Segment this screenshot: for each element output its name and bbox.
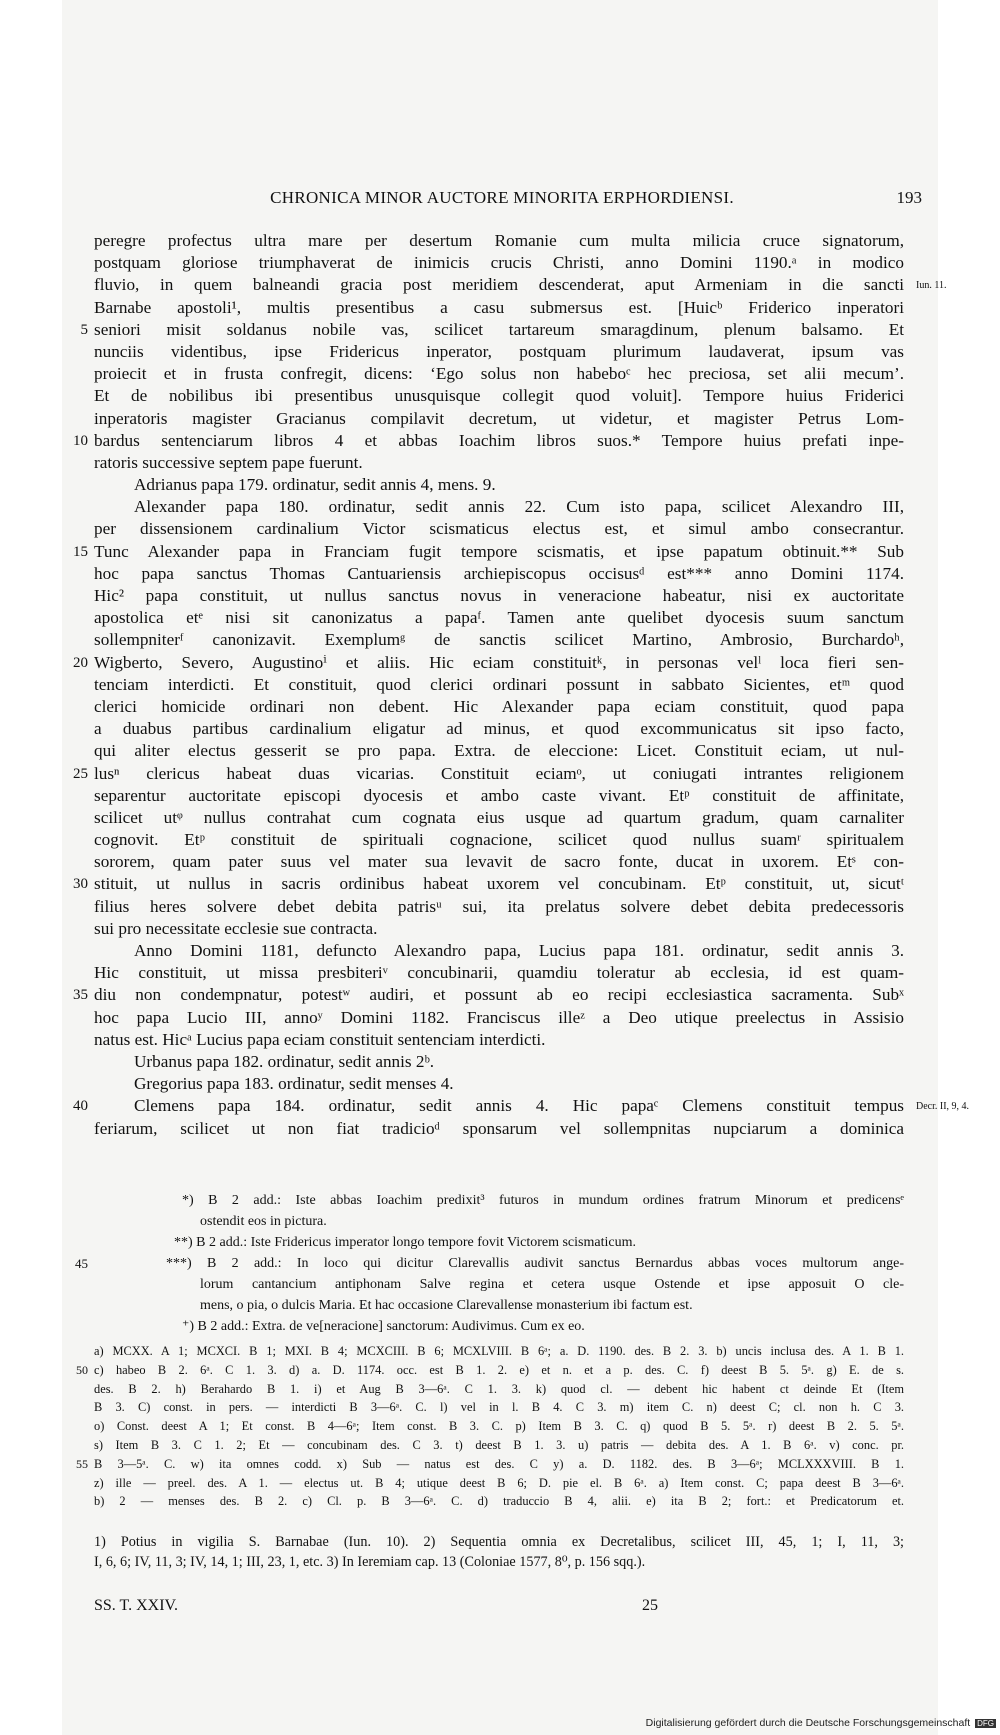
apparatus-text: s) Item B 3. C 1. 2; Et — concubinam des. C 3. t) deest B 1. 3. u) patris — debita des. A 1. B 6ᵃ. v) conc. pr. — [94, 1437, 904, 1452]
text-line — [94, 740, 904, 762]
note-text: ⁺) B 2 add.: Extra. de ve[neracione] sanctorum: Audivimus. Cum ex eo. — [182, 1319, 585, 1334]
note-line — [94, 1316, 904, 1337]
text-line — [94, 718, 904, 740]
line-text: Alexander papa 180. ordinatur, sedit annis 22. Cum isto papa, scilicet Alexandro III, — [134, 497, 904, 517]
text-line — [94, 452, 904, 474]
line-text: qui aliter electus gesserit se pro papa. Extra. de eleccione: Licet. Constituit eciam, ut nul- — [94, 741, 904, 761]
line-text: nunciis videntibus, ipse Fridericus inperator, postquam plurimum laudaverat, ipsum vas — [94, 341, 904, 361]
text-line — [94, 341, 904, 363]
line-text: Hic constituit, ut missa presbiteriᵛ concubinarii, quamdiu toleratur ab ecclesia, id est quam- — [94, 963, 904, 983]
text-line — [94, 607, 904, 629]
line-number: 45 — [75, 1256, 88, 1271]
running-header — [62, 188, 938, 214]
line-number: 55 — [76, 1456, 88, 1471]
critical-apparatus — [76, 1342, 904, 1511]
text-line — [73, 652, 904, 674]
text-line — [94, 1118, 904, 1140]
line-number: 15 — [73, 543, 88, 560]
text-line — [73, 763, 904, 785]
apparatus-line — [94, 1417, 904, 1436]
line-text: postquam gloriose triumphaverat de inimicis crucis Christi, anno Domini 1190.ᵃ in modico — [94, 253, 904, 273]
note-line — [94, 1190, 904, 1211]
footnote-line — [94, 1552, 904, 1572]
text-line — [73, 541, 904, 563]
line-text: filius heres solvere debet debita patrisᵘ sui, ita prelatus solvere debet debita predecessoris — [94, 896, 904, 916]
text-line — [94, 940, 904, 962]
note-text: *) B 2 add.: Iste abbas Ioachim predixit³ futuros in mundum ordines fratrum Minorum et predicensᵉ — [182, 1193, 904, 1208]
text-line — [94, 629, 904, 651]
line-text: apostolica etᵉ nisi sit canonizatus a papaᶠ. Tamen ante quelibet dyocesis suum sanctum — [94, 608, 904, 628]
line-text: Gregorius papa 183. ordinatur, sedit menses 4. — [134, 1074, 454, 1094]
digitization-note: Digitalisierung gefördert durch die Deutsche Forschungsgemeinschaft — [645, 1717, 971, 1729]
page-footer — [94, 1597, 904, 1619]
line-text: hoc papa sanctus Thomas Cantuariensis archiepiscopus occisusᵈ est*** anno Domini 1174. — [94, 563, 904, 583]
text-line — [94, 474, 904, 496]
line-text: inperatoris magister Gracianus compilavit decretum, ut videtur, et magister Petrus Lom- — [94, 408, 904, 428]
line-number: 10 — [73, 432, 88, 449]
apparatus-line — [94, 1436, 904, 1455]
margin-note: Decr. II, 9, 4. — [916, 1101, 970, 1113]
line-text: per dissensionem cardinalium Victor scismaticus electus est, et simul ambo consecrantur. — [94, 519, 904, 539]
line-text: Wigberto, Severo, Augustinoⁱ et aliis. Hic eciam constituitᵏ, in personas velˡ loca fieri sen- — [94, 652, 904, 672]
line-text: stituit, ut nullus in sacris ordinibus habeat uxorem vel concubinam. Etᵖ constituit, ut, sicutᵗ — [94, 874, 904, 894]
note-text: ostendit eos in pictura. — [200, 1214, 327, 1229]
text-line — [94, 918, 904, 940]
apparatus-line — [76, 1361, 904, 1380]
digitization-credit — [646, 1717, 996, 1729]
line-number: 50 — [76, 1362, 88, 1377]
margin-note: Iun. 11. — [916, 280, 947, 292]
footnote-line — [94, 1532, 904, 1552]
text-line — [94, 274, 947, 296]
footnote-text: 1) Potius in vigilia S. Barnabae (Iun. 10). 2) Sequentia omnia ex Decretalibus, scilicet III, 45, 1; I, 11, 3; — [94, 1534, 904, 1550]
text-line — [94, 297, 904, 319]
text-line — [94, 851, 904, 873]
text-line — [94, 518, 904, 540]
scanned-page — [62, 0, 970, 1735]
running-title: CHRONICA MINOR AUCTORE MINORITA ERPHORDIENSI. — [270, 188, 734, 207]
line-text: Urbanus papa 182. ordinatur, sedit annis 2ᵇ. — [134, 1051, 435, 1071]
text-line — [94, 563, 904, 585]
line-text: feriarum, scilicet ut non fiat tradicioᵈ sponsarum vel sollempnitas nupciarum a dominica — [94, 1118, 904, 1138]
apparatus-text: a) MCXX. A 1; MCXCI. B 1; MXI. B 4; MCXCIII. B 6; MCXLVIII. B 6ᵃ; a. D. 1190. des. B 2. 3. b) uncis inclusa des. A 1. B 1. — [94, 1344, 904, 1358]
line-number: 35 — [73, 987, 88, 1004]
note-line — [94, 1295, 904, 1316]
text-line — [94, 1051, 904, 1073]
line-text: sororem, quam pater suus vel mater sua levavit de sacro fonte, ducat in uxorem. Etˢ con- — [94, 852, 904, 872]
line-number: 25 — [73, 765, 88, 782]
text-line — [94, 585, 904, 607]
line-text: Clemens papa 184. ordinatur, sedit annis 4. Hic papaᶜ Clemens constituit tempus — [134, 1096, 904, 1116]
text-line — [94, 674, 904, 696]
line-number: 30 — [73, 876, 88, 893]
dfg-logo: DFG — [977, 1718, 994, 1728]
text-line — [94, 696, 904, 718]
apparatus-line — [94, 1492, 904, 1511]
line-text: Anno Domini 1181, defuncto Alexandro papa, Lucius papa 181. ordinatur, sedit annis 3. — [134, 941, 904, 960]
text-line — [94, 807, 904, 829]
line-text: Barnabe apostoli¹, multis presentibus a casu submersus est. [Huicᵇ Friderico inperatori — [94, 297, 904, 317]
text-line — [94, 785, 904, 807]
line-text: Tunc Alexander papa in Franciam fugit tempore scismatis, et ipse papatum obtinuit.** Sub — [94, 541, 904, 561]
apparatus-line — [94, 1474, 904, 1493]
volume-signature: SS. T. XXIV. — [94, 1597, 179, 1614]
text-line — [80, 319, 904, 341]
note-line — [94, 1274, 904, 1295]
text-line — [94, 962, 904, 984]
note-text: lorum cantancium antiphonam Salve regina et cetera usque Ostende et ipse apposuit O cle- — [200, 1277, 904, 1292]
text-line — [94, 829, 904, 851]
note-text: mens, o pia, o dulcis Maria. Et hac occasione Clarevallense monasterium ibi factum est. — [200, 1298, 693, 1313]
page-number: 193 — [896, 188, 922, 207]
line-text: seniori misit soldanus nobile vas, scilicet tartareum smaragdinum, plenum balsamo. Et — [94, 319, 904, 339]
line-number: 5 — [80, 321, 88, 338]
sheet-number: 25 — [642, 1597, 658, 1614]
line-text: peregre profectus ultra mare per desertum Romanie cum multa milicia cruce signatorum, — [94, 231, 904, 250]
text-line — [94, 1007, 904, 1029]
text-line — [94, 1029, 904, 1051]
note-line — [94, 1211, 904, 1232]
line-text: tenciam interdicti. Et constituit, quod clerici ordinari possunt in sabbato Sicientes, etᵐ quod — [94, 674, 904, 694]
text-line — [94, 896, 904, 918]
line-number: 40 — [73, 1098, 88, 1115]
line-text: lusⁿ clericus habeat duas vicarias. Constituit eciamᵒ, ut coniugati intrantes religionem — [94, 763, 904, 783]
line-text: fluvio, in quem balneandi gracia post meridiem descenderat, aput Armeniam in die sancti — [94, 275, 904, 295]
note-text: **) B 2 add.: Iste Fridericus imperator longo tempore fovit Victorem scismaticum. — [174, 1235, 636, 1250]
apparatus-line — [94, 1342, 904, 1361]
line-text: natus est. Hicᵃ Lucius papa eciam constituit sentenciam interdicti. — [94, 1029, 546, 1049]
note-line — [75, 1253, 904, 1274]
line-text: scilicet utᵠ nullus contrahat cum cognata eius usque ad quartum gradum, quam carnaliter — [94, 807, 904, 827]
text-line — [73, 1095, 970, 1117]
text-line — [73, 984, 904, 1006]
apparatus-text: B 3—5ᵃ. C. w) ita omnes codd. x) Sub — natus est des. C y) a. D. 1182. des. B 3—6ᵃ; MCLXXXVIII. B 1. — [94, 1456, 904, 1471]
line-number: 20 — [73, 654, 88, 671]
apparatus-text: b) 2 — menses des. B 2. c) Cl. p. B 3—6ᵃ. C. d) traduccio B 4, alii. e) ita B 2; fort.: et Predicatorum et. — [94, 1494, 904, 1509]
line-text: proiecit et in frusta confregit, dicens: ‘Ego solus non habeboᶜ hec preciosa, set alii mecum’. — [94, 364, 904, 384]
line-text: clerici homicide ordinari non debent. Hic Alexander papa eciam constituit, quod papa — [94, 696, 904, 716]
footnote-text: I, 6, 6; IV, 11, 3; IV, 14, 1; III, 23, 1, etc. 3) In Ieremiam cap. 13 (Coloniae 1577, 8⁰, p. 156 sqq.). — [94, 1554, 646, 1570]
line-text: Adrianus papa 179. ordinatur, sedit annis 4, mens. 9. — [134, 475, 496, 495]
text-line — [94, 252, 904, 274]
paper-sheet — [62, 0, 970, 1735]
line-text: bardus sentenciarum libros 4 et abbas Ioachim libros suos.* Tempore huius prefati inpe- — [94, 430, 904, 450]
text-line — [73, 873, 904, 895]
apparatus-line — [94, 1398, 904, 1417]
apparatus-text: o) Const. deest A 1; Et const. B 4—6ᵃ; Item const. B 3. C. p) Item B 3. C. q) quod B 5. 5ᵃ. r) deest B 2. 5. 5ᵃ. — [94, 1419, 904, 1434]
footnotes — [94, 1532, 904, 1572]
line-text: cognovit. Etᵖ constituit de spirituali cognacione, scilicet quod nullus suamʳ spiritualem — [94, 830, 904, 850]
apparatus-line — [76, 1455, 904, 1474]
apparatus-text: z) ille — preel. des. A 1. — electus ut. B 4; utique deest B 6; D. pie el. B 6ᵃ. a) Item const. C; papa deest B 3—6ᵃ. — [94, 1475, 904, 1490]
line-text: a duabus partibus cardinalium eligatur ad minus, et quod excommunicatus sit ipso facto, — [94, 719, 904, 739]
text-line — [94, 496, 904, 518]
text-line — [94, 1073, 904, 1095]
text-line — [94, 408, 904, 430]
line-text: sollempniterᶠ canonizavit. Exemplumᵍ de sanctis scilicet Martino, Ambrosio, Burchardoʰ, — [94, 630, 904, 650]
text-line — [73, 430, 904, 452]
line-text: Et de nobilibus ibi presentibus unusquisque collegit quod voluit]. Tempore huius Friderici — [94, 386, 904, 406]
asterisk-notes — [75, 1190, 904, 1337]
main-text — [73, 230, 970, 1140]
note-text: ***) B 2 add.: In loco qui dicitur Clarevallis audivit sanctus Bernardus abbas voces multorum ange- — [166, 1256, 904, 1271]
text-line — [94, 385, 904, 407]
note-line — [94, 1232, 904, 1253]
line-text: diu non condempnatur, potestʷ audiri, et possunt ab eo recipi ecclesiastica sacramenta. Subˣ — [94, 985, 904, 1005]
line-text: Hic² papa constituit, ut nullus sanctus novus in veneracione habeatur, nisi ex auctoritate — [94, 586, 904, 605]
apparatus-text: c) habeo B 2. 6ᵃ. C 1. 3. d) a. D. 1174. occ. est B 1. 2. e) et n. et a p. des. C. f) deest B 5. 5ᵃ. g) E. de s. — [94, 1362, 904, 1377]
text-line — [94, 363, 904, 385]
line-text: separentur auctoritate episcopi dyocesis et ambo caste vivant. Etᵖ constituit de affinitate, — [94, 785, 904, 805]
text-line — [94, 230, 904, 252]
apparatus-line — [94, 1380, 904, 1399]
line-text: sui pro necessitate ecclesie sue contracta. — [94, 918, 378, 938]
line-text: ratoris successive septem pape fuerunt. — [94, 452, 363, 472]
apparatus-text: des. B 2. h) Berahardo B 1. i) et Aug B 3—6ᵃ. C 1. 3. k) quod cl. — debent hic habent ct deinde Et (Item — [94, 1381, 904, 1396]
apparatus-text: B 3. C) const. in pers. — interdicti B 3—6ᵃ. C. l) vel in l. B 4. C 3. m) item C. n) deest C; cl. non h. C 3. — [94, 1400, 904, 1415]
line-text: hoc papa Lucio III, annoʸ Domini 1182. Franciscus illeᶻ a Deo utique preelectus in Assisio — [94, 1007, 904, 1027]
